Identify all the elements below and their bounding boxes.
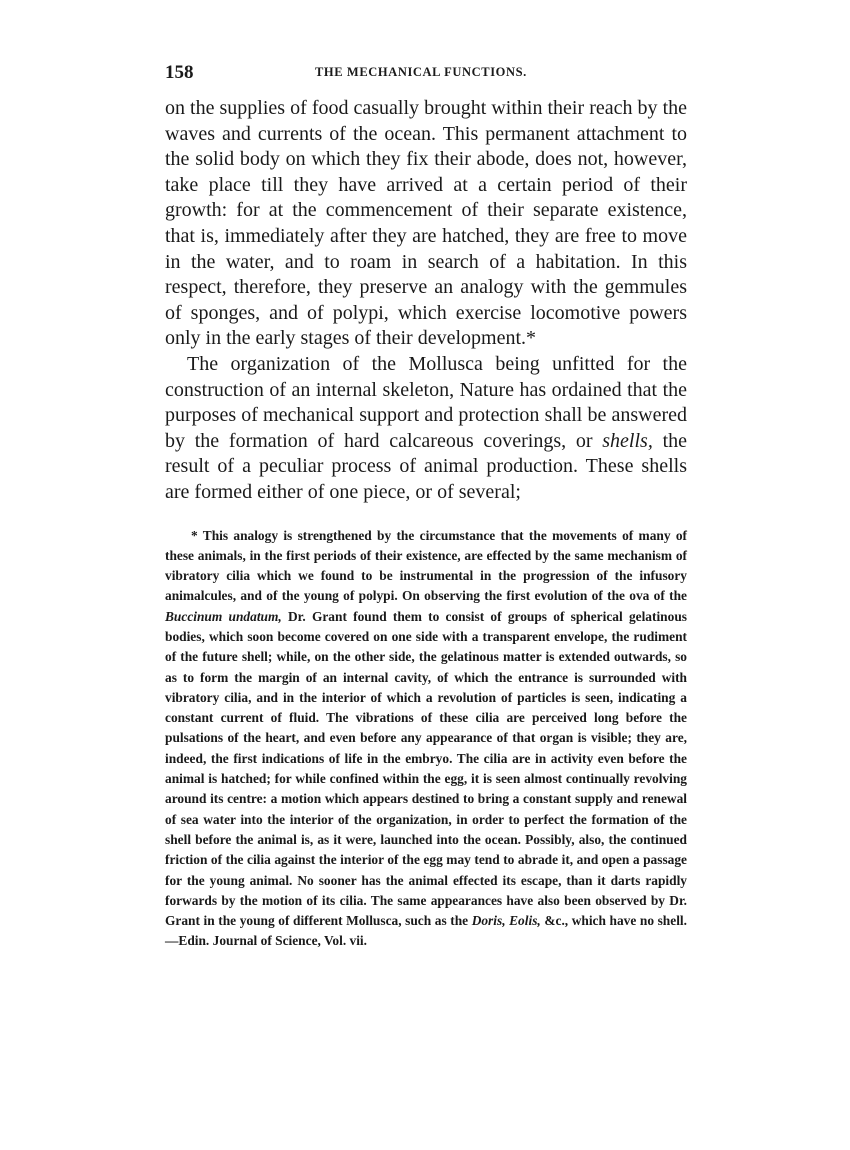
running-head	[165, 62, 687, 86]
paragraph-2-text-b: the result of a peculiar process of animal production. These shells are formed either of one piece, or of several;	[165, 429, 688, 503]
paragraph-2	[165, 352, 687, 506]
footnote-text-2: Dr. Grant found them to consist of groups of spherical gelatinous bodies, which soon become covered on one side with a transparent envelope, the rudiment of the future shell; while, on the other side, the gelatinous matter is extended outwards, so as to form the margin of an internal cavity, of which the entrance is surrounded with vibratory cilia, and in the interior of which a revolution of particles is seen, indicating a constant current of fluid. The vibrations of these cilia are perceived long before the pulsations of the heart, and even before any appearance of that organ is visible; they are, indeed, the first indications of life in the embryo. The cilia are in activity even before the animal is hatched; for while confined within the egg, it is seen almost continually revolving around its centre: a motion which appears destined to bring a constant supply and renewal of sea water into the interior of the organization, in order to perfect the formation of the shell before the animal is, as it were, launched into the ocean. Possibly, also, the continued friction of the cilia against the interior of the egg may tend to abrade it, and open a passage for the young animal. No sooner has the animal effected its escape, than it darts rapidly forwards by the motion of its cilia. The same appearances have also been observed by Dr. Grant in the young of different Mollusca, such as the	[165, 608, 687, 929]
footnote-text-1: * This analogy is strengthened by the circumstance that the movements of many of these animals, in the first periods of their existence, are effected by the same mechanism of vibratory cilia which we found to be instrumental in the progression of the infusory animalcules, and of the young of polypi. On observing the first evolution of the ova of the	[165, 527, 687, 604]
footnote-paragraph	[165, 526, 687, 952]
page-number: 158	[165, 62, 194, 83]
paragraph-2-text-a: The organization of the Mollusca being unfitted for the construction of an internal skeleton, Nature has ordained that the purposes of mechanical support and protection shall be answered by the formation of hard calcareous coverings, or	[165, 352, 687, 452]
main-text	[165, 96, 687, 506]
footnote-italic-doris: Doris,	[471, 913, 506, 929]
footnote-italic-eolis: Eolis,	[509, 913, 541, 929]
footnote-italic-buccinum: Buccinum undatum,	[165, 608, 282, 624]
footnote	[165, 526, 687, 952]
footnote-text-3: &c., which have no shell.—Edin. Journal of Science, Vol. vii.	[165, 913, 687, 949]
running-title: THE MECHANICAL FUNCTIONS.	[315, 65, 527, 79]
paragraph-2-italic-shells: shells,	[602, 429, 653, 452]
book-page	[165, 62, 687, 952]
paragraph-1: on the supplies of food casually brought within their reach by the waves and currents of the ocean. This permanent attachment to the solid body on which they fix their abode, does not, however, take place till they have arrived at a certain period of their growth: for at the commencement of their separate existence, that is, immediately after they are hatched, they are free to move in the water, and to roam in search of a habitation. In this respect, therefore, they preserve an analogy with the gemmules of sponges, and of polypi, which exercise locomotive powers only in the early stages of their development.*	[165, 97, 687, 350]
